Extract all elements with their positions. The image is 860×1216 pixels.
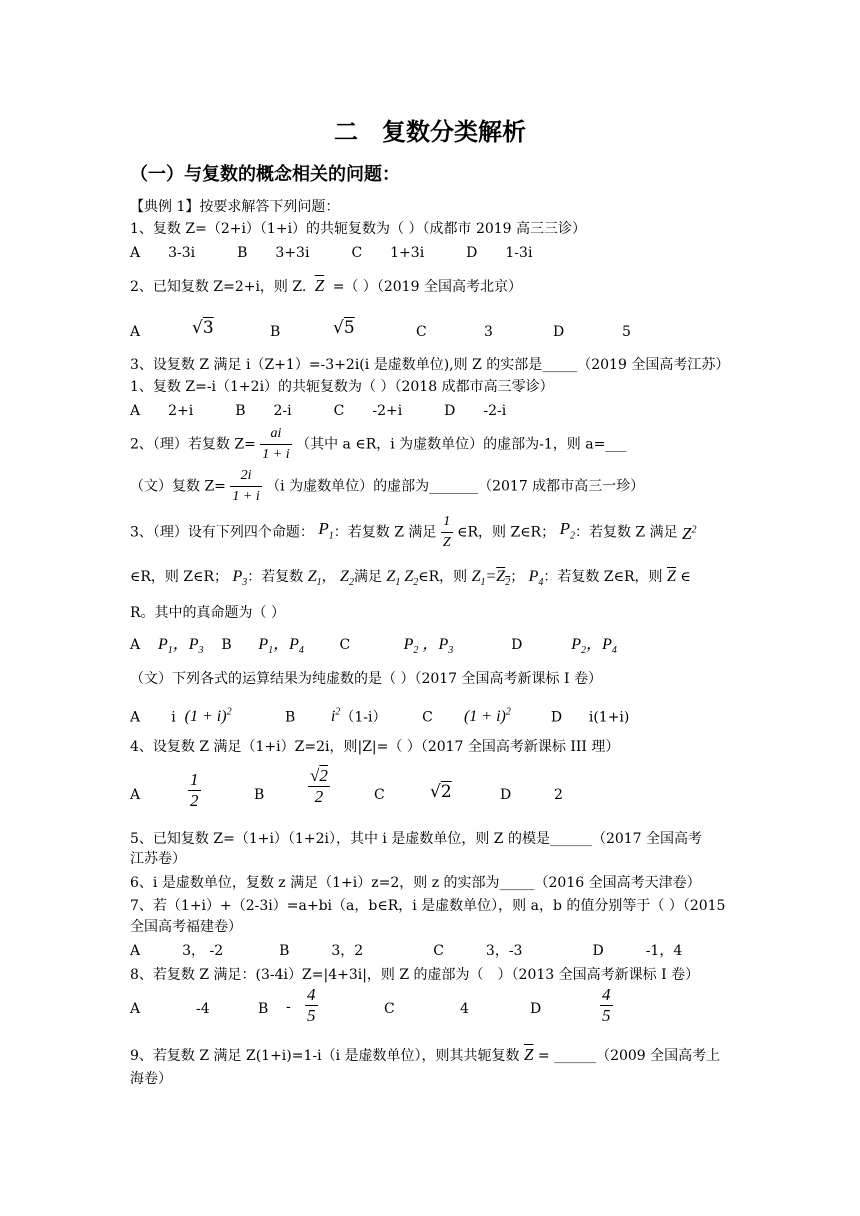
question-wen-options: A i $(1 + i)^2$ B $i^2(1-i)$ C $(1 + i)^2$ D i(1+i) <box>130 707 630 726</box>
question-6: 6、i 是虚数单位，复数 z 满足（1+i）z=2，则 z 的实部为_____（2016 全国高考天津卷） <box>130 875 701 891</box>
question-1b-options: A 2+i B 2-i C -2+i D -2-i <box>130 403 507 419</box>
q8-option-c: C <box>384 1001 395 1017</box>
q8-option-b: B <box>258 1001 269 1017</box>
q2-option-a-value: √3 <box>192 318 214 338</box>
fraction-1-over-z: $\frac{1}{Z}$ <box>442 514 451 550</box>
question-1-options: A 3-3i B 3+3i C 1+3i D 1-3i <box>130 245 533 261</box>
question-7: 7、若（1+i）+（2-3i）=a+bi（a，b∈R，i 是虚数单位），则 a，b 的值分别等于（ ）（2015 <box>130 898 726 914</box>
fraction-2i: $\frac{2i}{1 + i}$ <box>232 468 260 504</box>
question-9: 9、若复数 Z 满足 Z(1+i)=1-i（i 是虚数单位），则其共轭复数 $\overline{Z}$ = ______（2009 全国高考上 <box>130 1045 721 1064</box>
question-4: 4、设复数 Z 满足（1+i）Z=2i，则|Z|=（ ）（2017 全国高考新课标 III 理） <box>130 739 620 755</box>
q4-option-c: C <box>374 787 385 803</box>
q8-option-c-value: 4 <box>460 1001 469 1017</box>
page-title: 二 复数分类解析 <box>334 118 526 146</box>
question-1b: 1、复数 Z=-i（1+2i）的共轭复数为（ ）（2018 成都市高三零诊） <box>130 379 554 395</box>
q4-option-d: D <box>500 787 512 803</box>
q8-option-a: A <box>130 1001 141 1017</box>
question-7-cont: 全国高考福建卷） <box>130 919 242 935</box>
question-2b-wen: （文）复数 Z= $\frac{2i}{1 + i}$ （i 为虚数单位）的虚部为_______（2017 成都市高三一珍） <box>130 466 644 507</box>
q2-option-c-value: 3 <box>484 324 493 340</box>
question-3b: 3、（理）设有下列四个命题： $P_1$：若复数 Z 满足 $\frac{1}{Z}$ ∈R，则 Z∈R； $P_2$：若复数 Z 满足 $Z^2$ <box>130 512 697 553</box>
q8-option-b-value: $\frac{4}{5}$ <box>307 985 316 1025</box>
q2-option-d: D <box>553 324 565 340</box>
q8-option-b-sign: - <box>286 999 291 1015</box>
question-3: 3、设复数 Z 满足 i（Z+1）=-3+2i(i 是虚数单位),则 Z 的实部是_____（2019 全国高考江苏） <box>130 357 730 373</box>
question-9-cont: 海卷） <box>130 1071 172 1087</box>
fraction-ai: $\frac{ai}{1 + i}$ <box>262 426 290 462</box>
q2-option-a: A <box>130 324 141 340</box>
q8-option-d-value: $\frac{4}{5}$ <box>602 985 611 1025</box>
question-3b-options: A $P_1$，$P_3$ B $P_1$，$P_4$ C $P_2$ ，$P_3$ D $P_2$，$P_4$ <box>130 636 617 657</box>
question-5: 5、已知复数 Z=（1+i）（1+2i），其中 i 是虚数单位，则 Z 的模是______（2017 全国高考 <box>130 831 703 847</box>
question-3b-line3: R。其中的真命题为（ ） <box>130 605 285 621</box>
q4-option-a-value: $\frac{1}{2}$ <box>190 770 199 810</box>
q4-option-b-value: $\frac{√2}{2}$ <box>310 766 328 806</box>
q2-option-b: B <box>270 324 281 340</box>
q2-option-d-value: 5 <box>622 324 631 340</box>
question-5-cont: 江苏卷） <box>130 851 186 867</box>
question-wen: （文）下列各式的运算结果为纯虚数的是（ ）（2017 全国高考新课标 I 卷） <box>130 671 602 687</box>
q8-option-d: D <box>530 1001 542 1017</box>
question-2-text: 2、已知复数 Z=2+i，则 Z. <box>130 279 307 295</box>
question-1: 1、复数 Z=（2+i）（1+i）的共轭复数为（ ）（成都市 2019 高三三诊） <box>130 221 587 237</box>
question-7-options: A 3， -2 B 3，2 C 3，-3 D -1，4 <box>130 943 683 959</box>
z-bar: $\overline{Z}$ <box>314 276 325 295</box>
q4-option-d-value: 2 <box>554 787 563 803</box>
example-heading: 【典例 1】按要求解答下列问题： <box>130 199 340 215</box>
question-3b-line2: ∈R，则 Z∈R； $P_3$：若复数 $Z_1$， $Z_2$满足 $Z_1$ $Z_2\in R$，则 $Z_1=Z_2$； $P_4$：若复数 Z∈R，则 $\overline{Z}$ ∈ <box>130 568 691 589</box>
question-8: 8、若复数 Z 满足：(3-4i）Z=|4+3i|，则 Z 的虚部为（ ）（2013 全国高考新课标 I 卷） <box>130 967 700 983</box>
question-2-tail: =（ ）（2019 全国高考北京） <box>332 279 522 295</box>
question-2b: 2、（理）若复数 Z= $\frac{ai}{1 + i}$ （其中 a ∈R，i 为虚数单位）的虚部为-1，则 a=___ <box>130 424 626 465</box>
q8-option-a-value: -4 <box>196 1001 210 1017</box>
section-heading: （一）与复数的概念相关的问题： <box>130 164 400 185</box>
q2-option-b-value: √5 <box>333 318 355 338</box>
question-2 <box>130 277 522 296</box>
q4-option-b: B <box>254 787 265 803</box>
q4-option-c-value: √2 <box>430 782 452 802</box>
q2-option-c: C <box>416 324 427 340</box>
q4-option-a: A <box>130 787 141 803</box>
